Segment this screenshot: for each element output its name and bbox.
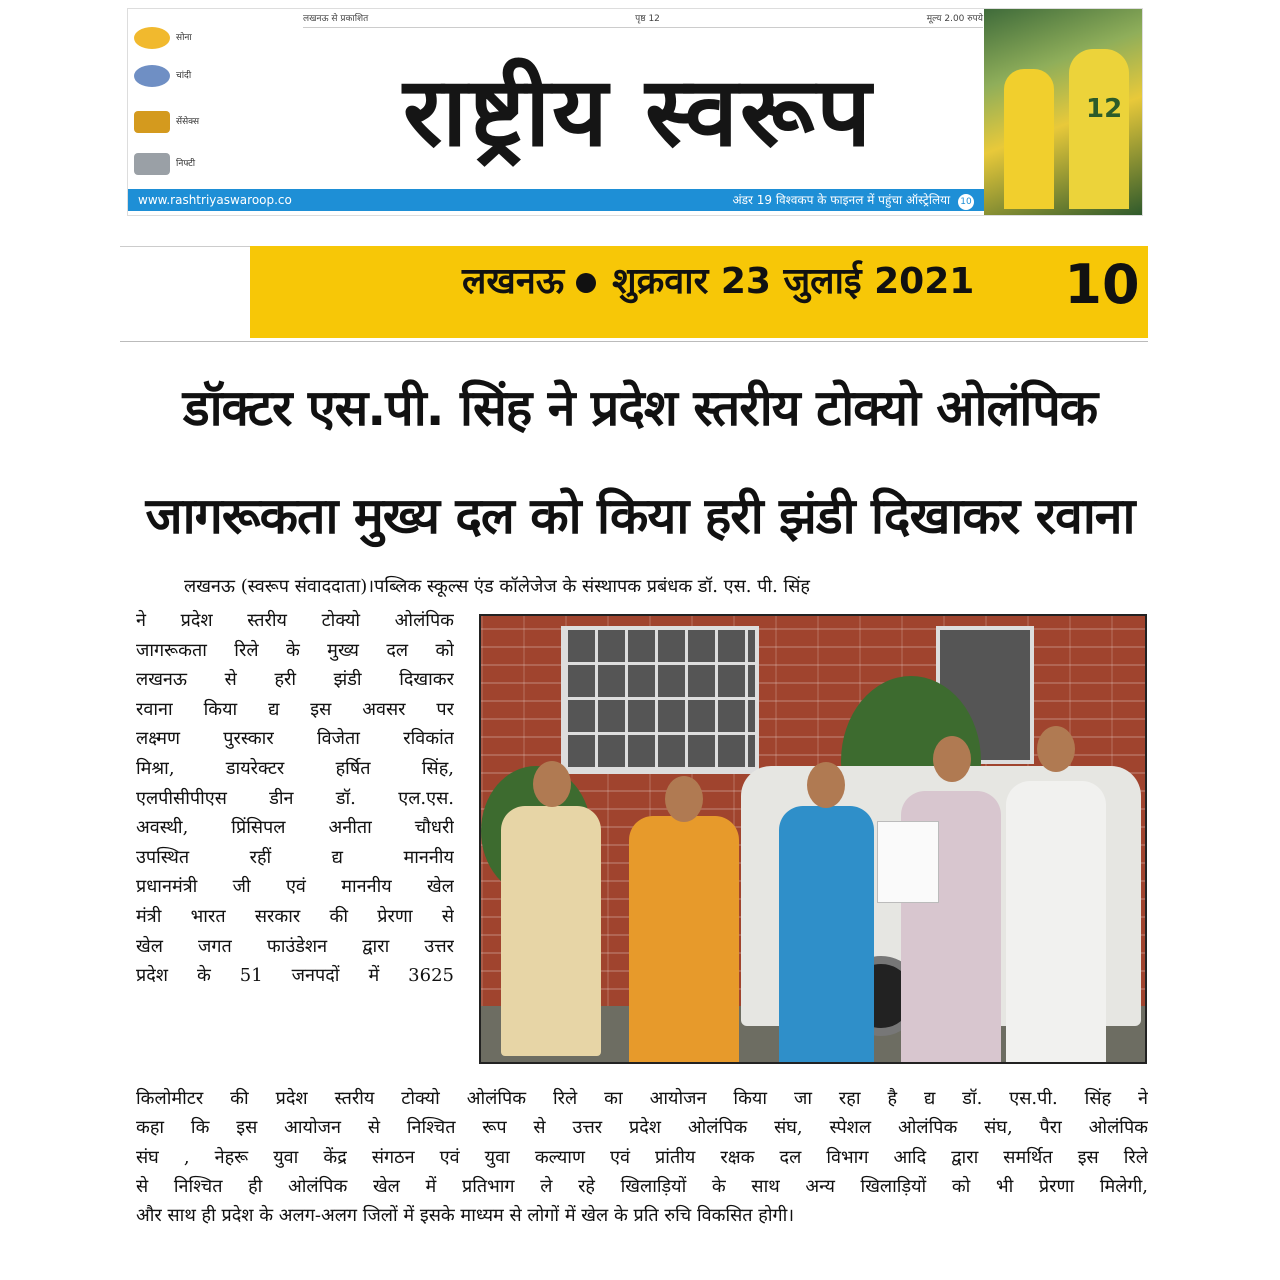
article-line: से निश्चित ही ओलंपिक खेल में प्रतिभाग ले रहे खिलाड़ियों के साथ अन्य खिलाड़ियों को भी प्रेरणा मिलेगी, (136, 1175, 1148, 1197)
bullet-dot-icon (576, 273, 596, 293)
jersey-number: 12 (1086, 94, 1123, 124)
date-line (462, 254, 1022, 310)
article-line: लक्ष्मण पुरस्कार विजेता रविकांत (136, 728, 454, 750)
player-figure (1069, 49, 1129, 209)
article-line: खेल जगत फाउंडेशन द्वारा उत्तर (136, 935, 454, 957)
rate-label: चांदी (176, 70, 192, 81)
page-number: 10 (1064, 253, 1140, 316)
person (1006, 781, 1106, 1064)
headline-line-2: जागरूकता मुख्य दल को किया हरी झंडी दिखाकर रवाना (145, 487, 1135, 545)
article-line: मिश्रा, डायरेक्टर हर्षित सिंह, (136, 757, 454, 779)
ticker-page-badge: 10 (958, 194, 974, 210)
article-line: रवाना किया द्य इस अवसर पर (136, 698, 454, 720)
article-line: प्रधानमंत्री जी एवं माननीय खेल (136, 876, 454, 898)
nifty-icon (134, 153, 170, 175)
article-line: लखनऊ से हरी झंडी दिखाकर (136, 669, 454, 691)
person-head (933, 736, 971, 782)
headline-line-1: डॉक्टर एस.पी. सिंह ने प्रदेश स्तरीय टोक्यो ओलंपिक (182, 379, 1098, 437)
masthead-bar (128, 189, 984, 211)
article-dateline: लखनऊ (स्वरूप संवाददाता)।पब्लिक स्कूल्स एंड कॉलेजेज के संस्थापक प्रबंधक डॉ. एस. पी. सिंह (184, 576, 810, 597)
ticker-text (732, 191, 974, 210)
rate-label: सोना (176, 32, 192, 43)
article-line: मंत्री भारत सरकार की प्रेरणा से (136, 905, 454, 927)
masthead (127, 8, 1143, 216)
topline-item: पृष्ठ 12 (635, 14, 660, 24)
document-paper (877, 821, 939, 903)
article-line: और साथ ही प्रदेश के अलग-अलग जिलों में इसके माध्यम से लोगों में खेल के प्रति रुचि विकसित होगी। (136, 1205, 795, 1227)
article-line: अवस्थी, प्रिंसिपल अनीता चौधरी (136, 817, 454, 839)
article-line: जागरूकता रिले के मुख्य दल को (136, 639, 454, 661)
person-head (1037, 726, 1075, 772)
topline-item: लखनऊ से प्रकाशित (303, 14, 369, 24)
person-head (807, 762, 845, 808)
building-window (561, 626, 759, 774)
website-link[interactable]: www.rashtriyaswaroop.co (138, 193, 292, 207)
newspaper-title: राष्ट्रीय स्वरूप (403, 56, 873, 168)
article-bottom-paragraph (136, 1084, 1148, 1260)
divider (120, 246, 250, 247)
article-line: उपस्थित रहीं द्य माननीय (136, 846, 454, 868)
article-line: किलोमीटर की प्रदेश स्तरीय टोक्यो ओलंपिक रिले का आयोजन किया जा रहा है द्य डॉ. एस.पी. सिंह ने (136, 1088, 1148, 1109)
article-line: प्रदेश के 51 जनपदों में 3625 (136, 965, 454, 987)
article-line: एलपीसीपीएस डीन डॉ. एल.एस. (136, 787, 454, 809)
ticker-headline: अंडर 19 विश्वकप के फाइनल में पहुंचा ऑस्ट्रेलिया (732, 192, 951, 207)
article-line: कहा कि इस आयोजन से निश्चित रूप से उत्तर प्रदेश ओलंपिक संघ, स्पेशल ओलंपिक संघ, पैरा ओलंपिक (136, 1117, 1148, 1139)
person-head (665, 776, 703, 822)
person (501, 806, 601, 1056)
masthead-cricket-photo (984, 9, 1142, 215)
silver-coin-icon (134, 65, 170, 87)
article-left-column (136, 606, 454, 1080)
person-head (533, 761, 571, 807)
rate-label: सेंसेक्स (176, 116, 200, 127)
masthead-topline (303, 11, 983, 28)
topline-item: मूल्य 2.00 रुपये (926, 14, 983, 24)
city-name: लखनऊ (462, 261, 565, 302)
article-photo (479, 614, 1147, 1064)
publication-date: शुक्रवार 23 जुलाई 2021 (612, 261, 975, 302)
divider (120, 341, 1148, 342)
rate-row-silver (134, 61, 264, 91)
gold-coin-icon (134, 27, 170, 49)
rate-label: निफ्टी (176, 158, 196, 169)
rate-row-nifty (134, 149, 264, 179)
article-line: ने प्रदेश स्तरीय टोक्यो ओलंपिक (136, 610, 454, 631)
article-line: संघ , नेहरू युवा केंद्र संगठन एवं युवा कल्याण एवं प्रांतीय रक्षक दल विभाग आदि द्वारा समर्थित इस रिले (136, 1146, 1148, 1168)
person (779, 806, 874, 1064)
rate-row-gold (134, 23, 264, 53)
sensex-icon (134, 111, 170, 133)
player-figure (1004, 69, 1054, 209)
person (629, 816, 739, 1064)
rate-row-sensex (134, 107, 264, 137)
